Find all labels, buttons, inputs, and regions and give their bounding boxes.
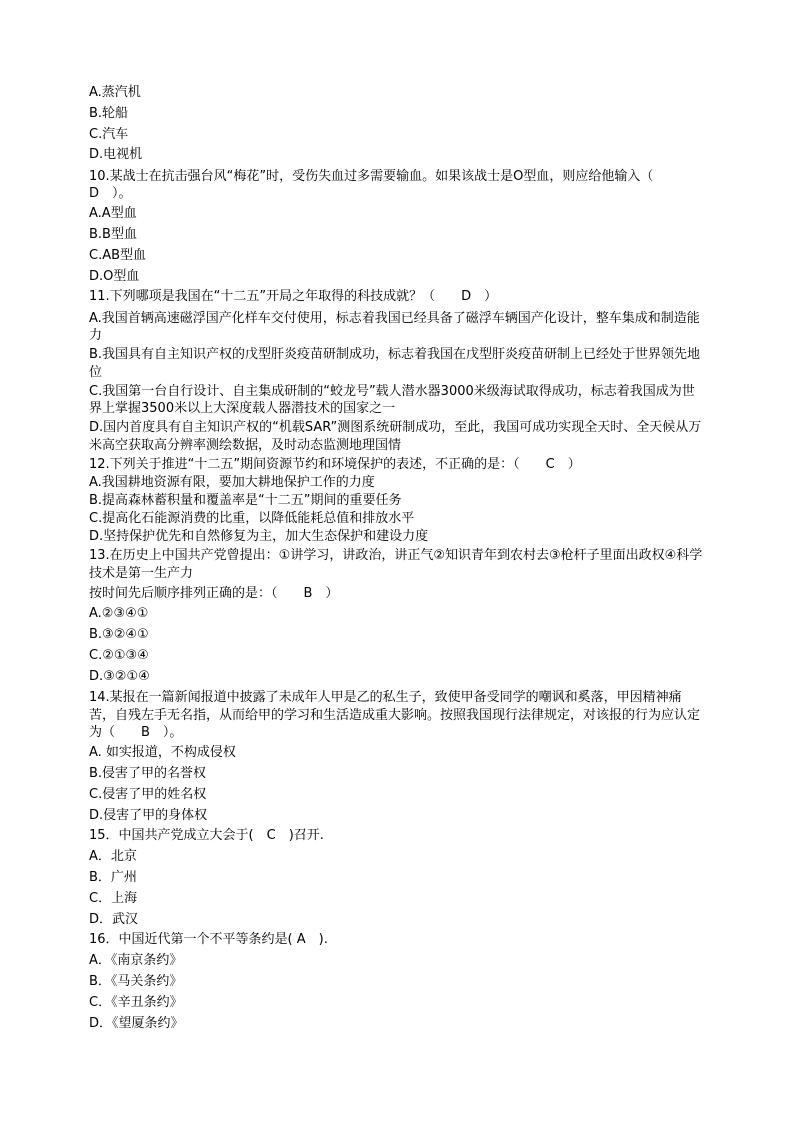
question-stem: 14.某报在一篇新闻报道中披露了未成年人甲是乙的私生子，致使甲备受同学的嘲讽和奚落，甲因精神痛苦，自残左手无名指，从而给甲的学习和生活造成重大影响。按照我国现行法律规定，对该报的行为应认定为（ B ）。 — [89, 690, 701, 741]
question-10 — [89, 168, 704, 288]
option-d: D.国内首度具有自主知识产权的“机载SAR”测图系统研制成功，至此，我国可成功实现全天时、全天候从万米高空获取高分辨率测绘数据，及时动态监测地理国情 — [89, 420, 702, 453]
option-c: C.②①③④ — [89, 648, 149, 664]
option-b: B.③②④① — [89, 627, 149, 643]
option-d: D.电视机 — [89, 147, 143, 163]
option-d: D.侵害了甲的身体权 — [89, 807, 208, 823]
question-stem: 11.下列哪项是我国在“十二五”开局之年取得的科技成就？（ D ） — [89, 289, 498, 305]
question-stem: 12.下列关于推进“十二五”期间资源节约和环境保护的表述，不正确的是：（ C ） — [89, 456, 581, 472]
option-a: A.我国耕地资源有限，要加大耕地保护工作的力度 — [89, 474, 375, 490]
question-stem-continued: 按时间先后顺序排列正确的是：（ B ） — [89, 585, 339, 601]
option-c: C．上海 — [89, 890, 138, 906]
question-14 — [89, 689, 704, 826]
question-15 — [89, 826, 704, 930]
option-a: A.蒸汽机 — [89, 85, 141, 100]
option-d: D.O型血 — [89, 268, 140, 284]
question-13 — [89, 547, 704, 687]
question-12 — [89, 456, 704, 546]
option-c: C.汽车 — [89, 126, 129, 142]
option-c: C.我国第一台自行设计、自主集成研制的“蛟龙号”载人潜水器3000米级海试取得成功，标志着我国成为世界上掌握3500米以上大深度载人器潜技术的国家之一 — [89, 383, 695, 417]
question-11 — [89, 287, 704, 454]
option-c: C．《辛丑条约》 — [89, 994, 183, 1010]
option-c: C.侵害了甲的姓名权 — [89, 786, 207, 802]
question-stem: 16．中国近代第一个不平等条约是( A ). — [89, 932, 328, 948]
question-16 — [89, 930, 704, 1034]
option-a: A.②③④① — [89, 606, 149, 622]
option-a: A. 如实报道，不构成侵权 — [89, 745, 236, 761]
question-9 — [89, 83, 704, 166]
option-d: D．武汉 — [89, 911, 139, 927]
question-stem: 10.某战士在抗击强台风“梅花”时，受伤失血过多需要输血。如果该战士是O型血，则应给他输入（ D ）。 — [89, 168, 667, 202]
option-a: A．《南京条约》 — [89, 953, 183, 969]
question-stem: 15．中国共产党成立大会于( C )召开. — [89, 828, 324, 844]
option-b: B.B型血 — [89, 226, 137, 242]
option-b: B.提高森林蓄积量和覆盖率是“十二五”期间的重要任务 — [89, 492, 402, 508]
option-c: C.提高化石能源消费的比重，以降低能耗总值和排放水平 — [89, 510, 415, 526]
option-b: B.轮船 — [89, 105, 129, 121]
option-a: A.我国首辆高速磁浮国产化样车交付使用，标志着我国已经具备了磁浮车辆国产化设计，整车集成和制造能力 — [89, 310, 700, 344]
option-a: A.A型血 — [89, 206, 137, 222]
question-stem: 13.在历史上中国共产党曾提出：①讲学习，讲政治，讲正气②知识青年到农村去③枪杆子里面出政权④科学技术是第一生产力 — [89, 548, 703, 581]
option-c: C.AB型血 — [89, 247, 147, 263]
option-b: B.侵害了甲的名誉权 — [89, 765, 207, 781]
option-b: B．广州 — [89, 869, 137, 885]
option-a: A．北京 — [89, 849, 137, 865]
option-d: D.坚持保护优先和自然修复为主，加大生态保护和建设力度 — [89, 528, 429, 544]
option-b: B.我国具有自主知识产权的戊型肝炎疫苗研制成功，标志着我国在戊型肝炎疫苗研制上已经处于世界领先地位 — [89, 347, 701, 380]
option-d: D．《望厦条约》 — [89, 1015, 184, 1031]
question-list — [89, 83, 704, 1034]
option-b: B．《马关条约》 — [89, 973, 183, 989]
option-d: D.③②①④ — [89, 668, 150, 684]
